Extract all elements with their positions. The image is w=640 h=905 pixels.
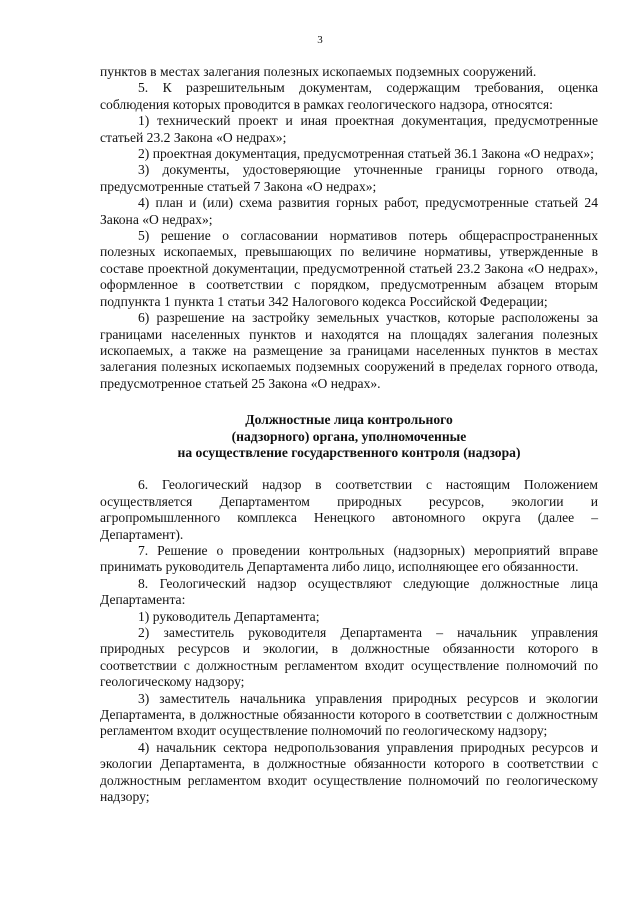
paragraph: 6. Геологический надзор в соответствии с настоящим Положением осуществляется Департаментом природных ресурсов, экологии и агропромышленного комплекса Ненецкого автономного округа (далее – Департамент).: [100, 477, 598, 542]
paragraph: 7. Решение о проведении контрольных (надзорных) мероприятий вправе принимать руководитель Департамента либо лицо, исполняющее его обязанности.: [100, 542, 598, 575]
heading-line-2: (надзорного) органа, уполномоченные: [231, 428, 467, 444]
paragraph: 1) руководитель Департамента;: [138, 608, 320, 624]
paragraph: 5. К разрешительным документам, содержащим требования, оценка соблюдения которых проводится в рамках геологического надзора, относятся:: [100, 80, 598, 112]
paragraph: 2) заместитель руководителя Департамента – начальник управления природных ресурсов и экологии, в должностные обязанности которого в соответствии с должностным регламентом входит осуществление полномочий по геологическому надзору;: [100, 625, 598, 690]
paragraph: 6) разрешение на застройку земельных участков, которые расположены за границами населенных пунктов и находятся на площадях залегания полезных ископаемых, а также на размещение за границами населенных пунктов в местах залегания полезных ископаемых подземных сооружений в пределах горного отвода, предусмотренное статьей 25 Закона «О недрах».: [100, 310, 598, 391]
section-officials: [100, 477, 598, 805]
heading-line-1: Должностные лица контрольного: [245, 412, 453, 428]
section-heading: [100, 412, 598, 461]
paragraph: 2) проектная документация, предусмотренная статьей 36.1 Закона «О недрах»;: [138, 146, 594, 162]
paragraph: 5) решение о согласовании нормативов потерь общераспространенных полезных ископаемых, превышающих по величине нормативы, утвержденные в составе проектной документации, предусмотренной статьей 23.2 Закона «О недрах», оформленное в соответствии с порядком, предусмотренным абзацем вторым подпункта 1 пункта 1 статьи 342 Налогового кодекса Российской Федерации;: [100, 228, 598, 309]
heading-line-3: на осуществление государственного контроля (надзора): [177, 444, 521, 460]
paragraph: 3) заместитель начальника управления природных ресурсов и экологии Департамента, в должностные обязанности которого в соответствии с должностным регламентом входит осуществление полномочий по геологическому надзору;: [100, 690, 598, 739]
document-body: [100, 64, 598, 805]
paragraph: 4) план и (или) схема развития горных работ, предусмотренные статьей 24 Закона «О недрах»;: [100, 195, 598, 227]
paragraph: пунктов в местах залегания полезных ископаемых подземных сооружений.: [100, 64, 537, 79]
paragraph: 3) документы, удостоверяющие уточненные границы горного отвода, предусмотренные статьей 7 Закона «О недрах»;: [100, 162, 598, 194]
page-number: 3: [317, 34, 323, 46]
paragraph: 1) технический проект и иная проектная документация, предусмотренные статьей 23.2 Закона «О недрах»;: [100, 113, 598, 145]
paragraph: 8. Геологический надзор осуществляют следующие должностные лица Департамента:: [100, 575, 598, 608]
section-permits: [100, 64, 598, 392]
paragraph: 4) начальник сектора недропользования управления природных ресурсов и экологии Департамента, в должностные обязанности которого в соответствии с должностным регламентом входит осуществление полномочий по геологическому надзору;: [100, 739, 598, 805]
